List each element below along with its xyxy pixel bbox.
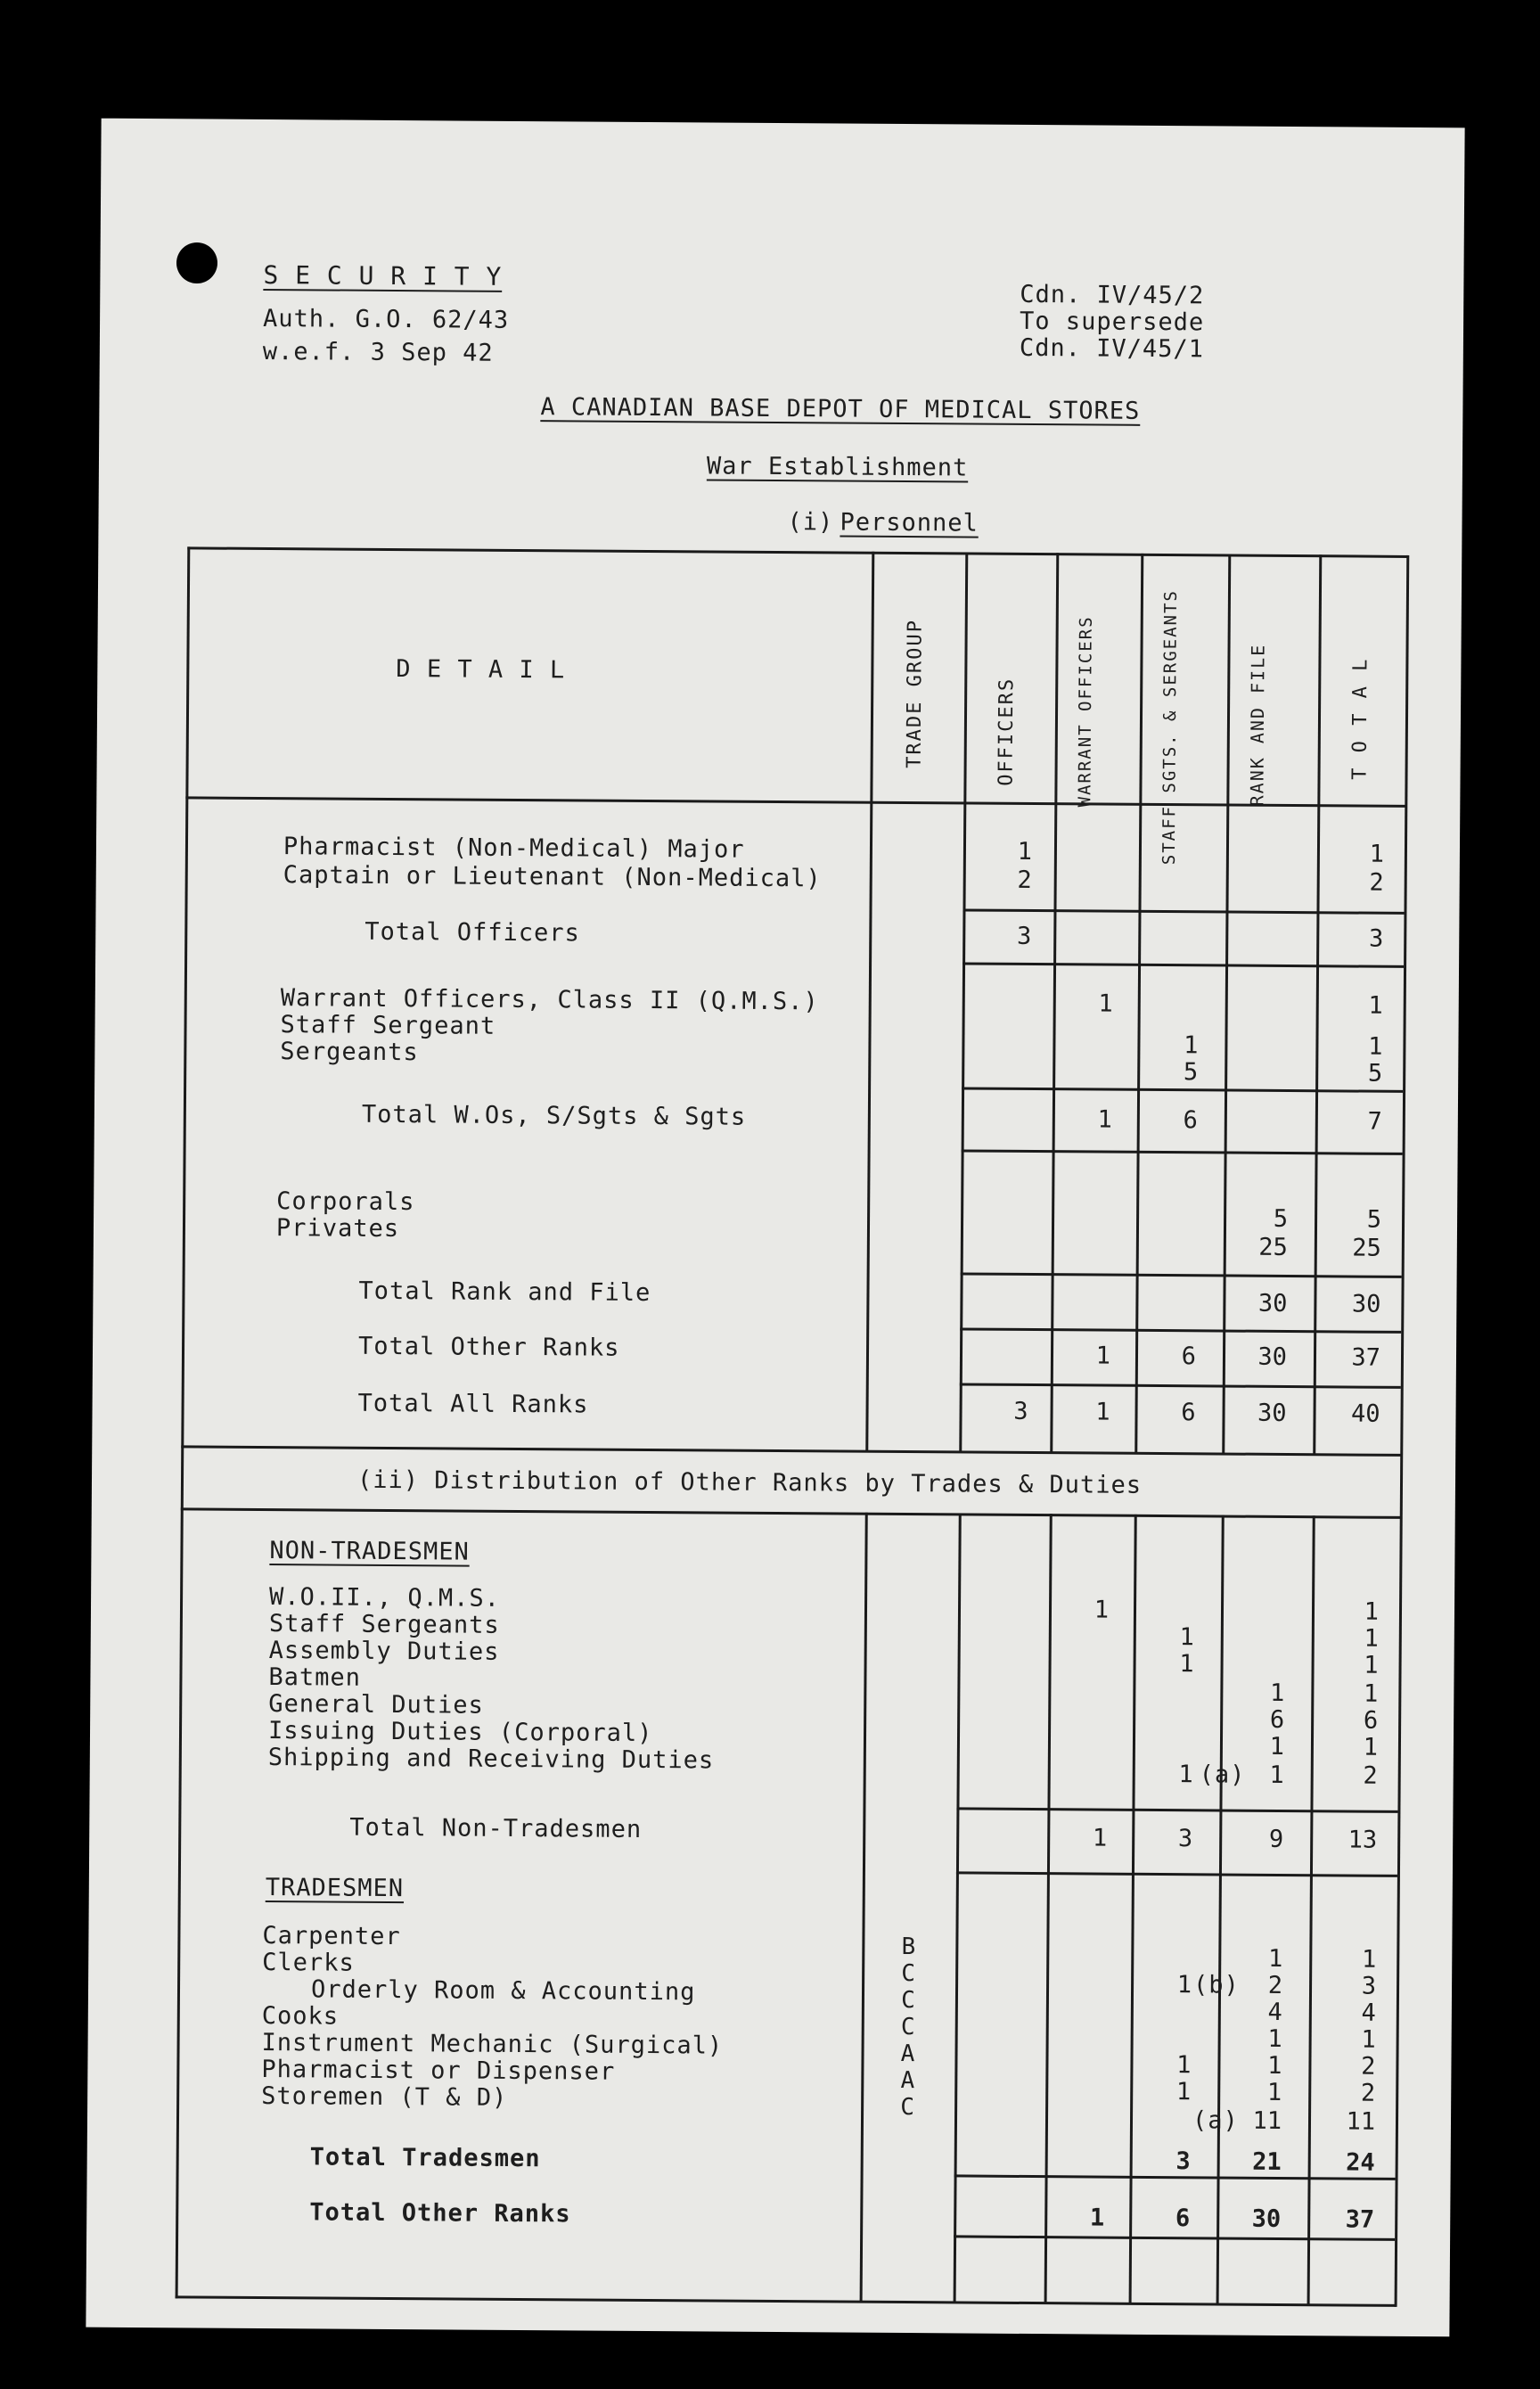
rf-value: 9	[1268, 1825, 1284, 1853]
col-header-total: T O T A L	[1348, 657, 1372, 780]
rf-value: 1	[1269, 1732, 1285, 1761]
rf-value: 30	[1257, 1399, 1287, 1428]
total-value: 7	[1367, 1107, 1382, 1136]
sgts-value: 1	[1184, 1031, 1199, 1060]
total-value: 1	[1368, 991, 1383, 1020]
wo-value: 1	[1098, 989, 1113, 1018]
row-label: Carpenter	[262, 1922, 401, 1951]
col-divider-rf	[1222, 554, 1231, 1455]
row-line	[960, 1327, 1401, 1333]
row-label: Clerks	[262, 1949, 355, 1977]
col-divider-wo-2	[1044, 1514, 1053, 2303]
total-value: 40	[1350, 1400, 1380, 1428]
wo-value: 1	[1095, 1398, 1110, 1426]
row-label: Privates	[275, 1214, 400, 1244]
document-page	[86, 119, 1464, 2337]
row-line	[962, 1087, 1403, 1092]
sgts-value: 6	[1181, 1399, 1196, 1427]
punch-hole	[176, 242, 217, 283]
col-header-staff-sgts: STAFF SGTS. & SERGEANTS	[1159, 589, 1182, 866]
total-value: 1	[1363, 1733, 1379, 1761]
col-divider-rf-2	[1216, 1515, 1225, 2304]
row-label: Total Non-Tradesmen	[349, 1813, 643, 1843]
supersede-label: To supersede	[1019, 307, 1205, 337]
tradesmen-heading: TRADESMEN	[265, 1874, 405, 1903]
total-value: 30	[1351, 1290, 1381, 1318]
total-value: 1	[1363, 1679, 1379, 1708]
sgts-value: 1	[1176, 1971, 1192, 1999]
total-value: 2	[1360, 2079, 1376, 2107]
sgts-value: 5	[1183, 1058, 1199, 1087]
total-value: 37	[1351, 1343, 1381, 1372]
rf-value: 1	[1266, 2078, 1282, 2106]
col-divider-wo	[1050, 553, 1059, 1453]
total-value: 24	[1346, 2148, 1375, 2177]
row-label: Total All Ranks	[357, 1389, 589, 1419]
row-line	[962, 908, 1404, 914]
effective-date: w.e.f. 3 Sep 42	[262, 337, 494, 367]
rf-value: 4	[1267, 1998, 1282, 2026]
total-value: 37	[1345, 2205, 1375, 2234]
officers-value: 1	[1017, 837, 1033, 866]
row-label: General Duties	[268, 1690, 484, 1720]
officers-value: 3	[1016, 922, 1032, 950]
row-label: Assembly Duties	[268, 1637, 500, 1666]
total-value: 13	[1348, 1826, 1378, 1854]
row-line	[962, 1149, 1403, 1154]
row-label: Total Officers	[365, 917, 580, 948]
total-value: 1	[1364, 1651, 1379, 1679]
wo-value: 1	[1089, 2204, 1105, 2232]
sgts-value: 3	[1177, 1825, 1193, 1853]
officers-value: 3	[1013, 1397, 1028, 1425]
section2-bottom-border	[181, 1507, 1402, 1519]
sgts-value: 6	[1181, 1342, 1197, 1371]
row-line	[954, 2174, 1396, 2180]
authority-line: Auth. G.O. 62/43	[262, 304, 510, 334]
col-header-trade-group: TRADE GROUP	[903, 618, 927, 768]
nontradesmen-heading: NON-TRADESMEN	[269, 1537, 470, 1566]
document-subtitle: War Establishment	[706, 452, 969, 482]
row-label: Staff Sergeant	[280, 1011, 496, 1040]
sgts-value: 6	[1183, 1106, 1198, 1135]
col-divider-total	[1313, 554, 1322, 1455]
row-label: Issuing Duties (Corporal)	[267, 1717, 653, 1748]
total-value: 1	[1364, 1624, 1379, 1653]
row-label: Sergeants	[280, 1038, 419, 1067]
reference-number: Cdn. IV/45/2	[1020, 280, 1205, 310]
total-value: 1	[1361, 1945, 1377, 1974]
table-right-border	[1395, 555, 1410, 2307]
row-line	[954, 2235, 1395, 2240]
row-line	[960, 1383, 1401, 1388]
table-header-border	[185, 796, 1406, 808]
row-label: Captain or Lieutenant (Non-Medical)	[283, 861, 822, 893]
document-title: A CANADIAN BASE DEPOT OF MEDICAL STORES	[540, 393, 1141, 425]
row-line	[961, 1272, 1402, 1277]
note-marker: (b)	[1192, 1971, 1240, 1999]
row-label: Staff Sergeants	[268, 1610, 500, 1639]
col-divider-trade	[865, 552, 874, 1452]
rf-value: 2	[1267, 1971, 1283, 1999]
total-value: 1	[1364, 1597, 1380, 1626]
section-2-title: (ii) Distribution of Other Ranks by Trades & Duties	[356, 1465, 1143, 1499]
total-value: 3	[1361, 1972, 1377, 2000]
sgts-value: 1	[1178, 1761, 1193, 1789]
row-label: Total Tradesmen	[309, 2143, 541, 2173]
row-label: Shipping and Receiving Duties	[267, 1744, 715, 1775]
table-top-border	[187, 546, 1408, 558]
total-value: 1	[1369, 840, 1385, 868]
sgts-value: 1	[1179, 1623, 1194, 1652]
col-divider-sgts	[1135, 554, 1143, 1454]
rf-value: 11	[1252, 2106, 1282, 2135]
row-label: Batmen	[268, 1663, 362, 1692]
trade-group: A	[900, 2067, 915, 2095]
row-label: Instrument Mechanic (Surgical)	[261, 2028, 724, 2060]
officers-value: 2	[1017, 866, 1032, 894]
wo-value: 1	[1095, 1342, 1111, 1370]
trade-group: C	[901, 1987, 915, 2015]
sgts-value: 1	[1179, 1650, 1194, 1679]
rf-value: 6	[1269, 1705, 1285, 1735]
rf-value: 1	[1267, 2051, 1282, 2080]
wo-value: 1	[1097, 1105, 1112, 1134]
rf-value: 25	[1258, 1233, 1288, 1262]
row-label: Total W.Os, S/Sgts & Sgts	[361, 1100, 747, 1131]
rf-value: 1	[1269, 1761, 1284, 1789]
row-label: Warrant Officers, Class II (Q.M.S.)	[280, 984, 819, 1016]
total-value: 3	[1368, 924, 1384, 953]
trade-group: C	[900, 2014, 915, 2041]
row-label: Storemen (T & D)	[261, 2081, 508, 2112]
trade-group: C	[900, 2094, 915, 2122]
note-marker: (a)	[1199, 1761, 1246, 1789]
row-label: Total Other Ranks	[309, 2198, 571, 2229]
wo-value: 1	[1092, 1824, 1108, 1852]
row-label: W.O.II., Q.M.S.	[268, 1583, 501, 1613]
total-value: 5	[1366, 1205, 1382, 1234]
total-value: 11	[1346, 2107, 1376, 2136]
rf-value: 21	[1252, 2147, 1282, 2176]
note-marker: (a)	[1192, 2106, 1239, 2135]
sgts-value: 3	[1175, 2147, 1191, 2176]
rf-value: 1	[1267, 1944, 1283, 1973]
col-divider-sgts-2	[1129, 1515, 1137, 2303]
row-label: Pharmacist (Non-Medical) Major	[283, 833, 745, 864]
total-value: 1	[1368, 1032, 1383, 1061]
total-value: 2	[1369, 868, 1384, 897]
part1-bottom-border	[181, 1445, 1402, 1457]
sgts-value: 6	[1175, 2204, 1191, 2233]
rf-value: 30	[1251, 2204, 1282, 2233]
row-label: Total Other Ranks	[357, 1332, 620, 1362]
row-label: Pharmacist or Dispenser	[261, 2055, 616, 2086]
table-bottom-border	[176, 2295, 1397, 2307]
total-value: 2	[1361, 2052, 1376, 2081]
wo-value: 1	[1094, 1596, 1110, 1624]
trade-group: C	[901, 1960, 916, 1988]
section-1-title: Personnel	[840, 508, 979, 538]
total-value: 5	[1367, 1059, 1383, 1088]
total-value: 6	[1363, 1706, 1379, 1735]
row-label: Cooks	[261, 2001, 340, 2031]
total-value: 25	[1352, 1234, 1381, 1262]
security-heading: S E C U R I T Y	[263, 259, 503, 291]
total-value: 4	[1361, 1999, 1376, 2027]
row-label: Orderly Room & Accounting	[310, 1975, 696, 2007]
col-header-rank-file: RANK AND FILE	[1246, 643, 1269, 807]
col-divider-total-2	[1307, 1515, 1315, 2304]
rf-value: 30	[1257, 1289, 1288, 1318]
col-header-warrant-officers: WARRANT OFFICERS	[1075, 615, 1096, 808]
sgts-value: 1	[1175, 2078, 1192, 2106]
col-header-officers: OFFICERS	[995, 677, 1019, 786]
row-label: Total Rank and File	[358, 1277, 651, 1308]
row-line	[956, 1871, 1397, 1876]
total-value: 2	[1363, 1761, 1378, 1790]
col-divider-trade-2	[860, 1513, 868, 2302]
trade-group: A	[900, 2040, 915, 2068]
rf-value: 30	[1257, 1342, 1288, 1372]
col-divider-officers	[959, 552, 968, 1452]
row-line	[956, 1807, 1397, 1812]
row-line	[962, 962, 1404, 967]
superseded-reference: Cdn. IV/45/1	[1019, 333, 1205, 364]
table-left-border	[176, 546, 191, 2298]
rf-value: 5	[1273, 1204, 1289, 1234]
col-header-detail: D E T A I L	[396, 655, 566, 685]
total-value: 1	[1361, 2025, 1376, 2054]
sgts-value: 1	[1176, 2051, 1192, 2080]
rf-value: 1	[1269, 1679, 1285, 1708]
trade-group: B	[901, 1933, 916, 1961]
rf-value: 1	[1267, 2024, 1282, 2053]
section-1-prefix: (i)	[787, 508, 834, 537]
row-label: Corporals	[276, 1187, 415, 1217]
col-divider-officers-2	[954, 1513, 962, 2302]
